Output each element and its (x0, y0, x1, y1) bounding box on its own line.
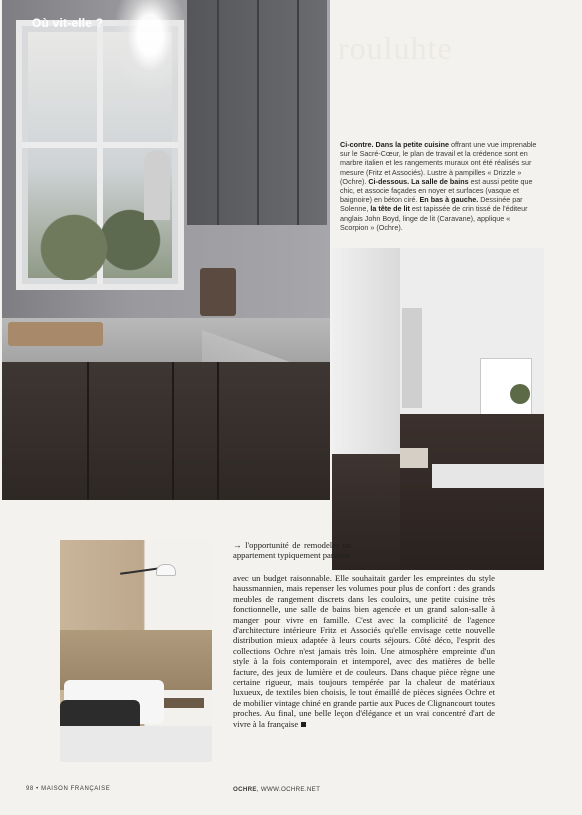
background-title: rouluhte (338, 30, 453, 66)
end-mark (301, 722, 306, 727)
coffee-machine (200, 268, 236, 316)
potted-plant (510, 384, 530, 404)
books (160, 698, 204, 708)
walnut-panelling (400, 414, 544, 570)
sacre-coeur-dome (144, 150, 170, 220)
cutting-board (8, 322, 103, 346)
bedroom-photo (60, 540, 212, 762)
kitchen-lower-cabinets (2, 362, 330, 500)
bathroom-photo (332, 248, 544, 570)
kitchen-photo (2, 0, 330, 500)
bed-linen (60, 726, 212, 762)
photo-caption: Ci-contre. Dans la petite cuisine offrant une vue imprenable sur le Sacré-Cœur, le plan de travail et la crédence sont en marbre italien et les rangements muraux ont été réalisés sur mesure (Fritz et Associés). Lustre à pampilles « Drizzle » (Ochre). Ci-dessous. La salle de bains est aussi petite que chic, et associe façades en noyer et surfaces (vasque et baignoire) en béton ciré. En bas à gauche. Dessinée par Solenne, la tête de lit est tapissée de crin tissé de l'éditeur anglais John Boyd, linge de lit (Caravane), applique « Scorpion » (Ochre). (340, 140, 537, 232)
drizzle-chandelier (110, 0, 190, 100)
bathroom-mirror (402, 308, 422, 408)
bathtub (432, 464, 544, 488)
page-folio: 98 • MAISON FRANÇAISE (26, 786, 111, 792)
towels (400, 448, 428, 468)
article-intro: → l'opportunité de remodeler un appartement typiquement parisien (233, 540, 351, 561)
article-body: avec un budget raisonnable. Elle souhaitait garder les empreintes du style haussmannien, mais repenser les volumes pour plus de confort : des grands meubles de rangement discrets dans les couloirs, une petite cuisine très fonctionnelle, une salle de bains bien agencée et un grand salon-salle à manger pour vivre en famille. C'est avec la complicité de l'agence d'architecture intérieure Fritz et Associés qu'elle envisage cette nouvelle distribution mieux adaptée à leurs courts séjours. Côté déco, l'esprit des collections Ochre n'est jamais très loin. Une atmosphère empreinte d'un style à la fois contemporain et intemporel, avec des matières de belle facture, des jeux de lumière et de couleurs. Dans chaque pièce règne une certaine rigueur, mais toujours tempérée par la chaleur de matériaux luxueux, de textiles bien choisis, le tout émaillé de pièces signées Ochre et de mobilier vintage chiné en grande partie aux Puces de Clignancourt toutes proches. Au final, une belle leçon d'élégance et un vrai concentré d'art de vivre à la française (233, 573, 495, 729)
credit-line: OCHRE, WWW.OCHRE.NET (233, 786, 321, 793)
section-kicker: Où vit-elle ? (32, 16, 104, 30)
scorpion-wall-lamp (120, 567, 160, 575)
